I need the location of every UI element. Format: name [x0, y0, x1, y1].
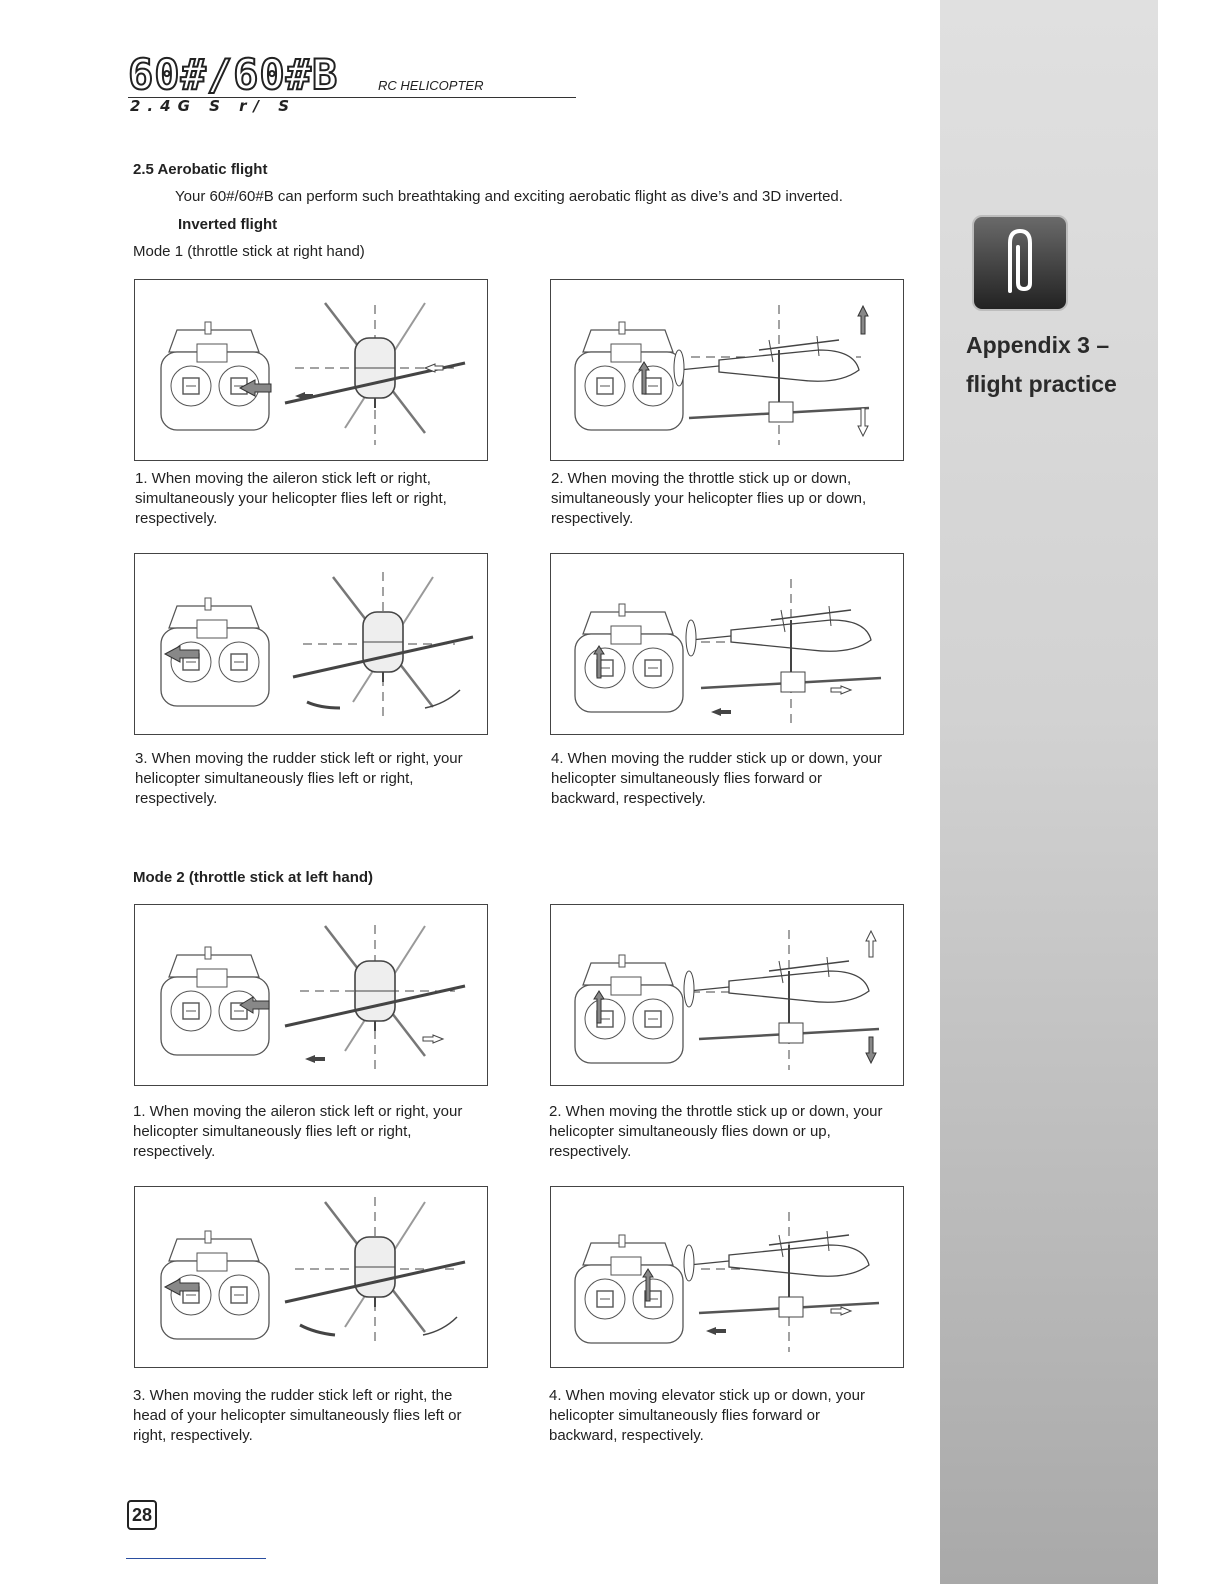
- mode2-caption-4: 4. When moving elevator stick up or down, your helicopter simultaneously flies forward or backward, respectively.: [549, 1387, 865, 1444]
- figure-panel: [134, 904, 488, 1086]
- paperclip-icon: [972, 215, 1068, 311]
- page-number: 28: [127, 1500, 157, 1530]
- product-logo: 60#/60#B: [128, 50, 339, 99]
- mode2-label: Mode 2 (throttle stick at left hand): [133, 869, 374, 886]
- inverted-flight-heading: Inverted flight: [178, 216, 278, 233]
- figure-panel: [550, 553, 904, 735]
- figure-panel: [134, 279, 488, 461]
- mode1-caption-3: 3. When moving the rudder stick left or right, your helicopter simultaneously flies left or right, respectively.: [135, 750, 463, 807]
- page-edge: [1158, 0, 1224, 1584]
- series-logo: 2.4G S r/ S: [130, 97, 297, 115]
- mode1-caption-1: 1. When moving the aileron stick left or right, simultaneously your helicopter flies left or right, respectively.: [135, 470, 447, 527]
- appendix-title-line2: flight practice: [966, 371, 1117, 397]
- mode1-label: Mode 1 (throttle stick at right hand): [133, 243, 365, 260]
- mode2-caption-1: 1. When moving the aileron stick left or right, your helicopter simultaneously flies left or right, respectively.: [133, 1103, 463, 1160]
- mode1-caption-4: 4. When moving the rudder stick up or down, your helicopter simultaneously flies forward or backward, respectively.: [551, 750, 882, 807]
- figure-panel: [550, 1186, 904, 1368]
- section-intro: Your 60#/60#B can perform such breathtaking and exciting aerobatic flight as dive’s and 3D inverted.: [175, 188, 843, 205]
- figure-panel: [550, 279, 904, 461]
- footer-divider: [126, 1558, 266, 1559]
- mode2-caption-2: 2. When moving the throttle stick up or down, your helicopter simultaneously flies down or up, respectively.: [549, 1103, 883, 1160]
- section-heading: 2.5 Aerobatic flight: [133, 161, 268, 178]
- figure-panel: [134, 553, 488, 735]
- figure-panel: [550, 904, 904, 1086]
- mode1-caption-2: 2. When moving the throttle stick up or down, simultaneously your helicopter flies up or down, respectively.: [551, 470, 867, 527]
- appendix-title-line1: Appendix 3 –: [966, 332, 1110, 358]
- figure-panel: [134, 1186, 488, 1368]
- appendix-title: [966, 326, 1146, 404]
- header-subtitle: RC HELICOPTER: [378, 78, 484, 93]
- mode2-caption-3: 3. When moving the rudder stick left or right, the head of your helicopter simultaneously flies left or right, respectively.: [133, 1387, 462, 1444]
